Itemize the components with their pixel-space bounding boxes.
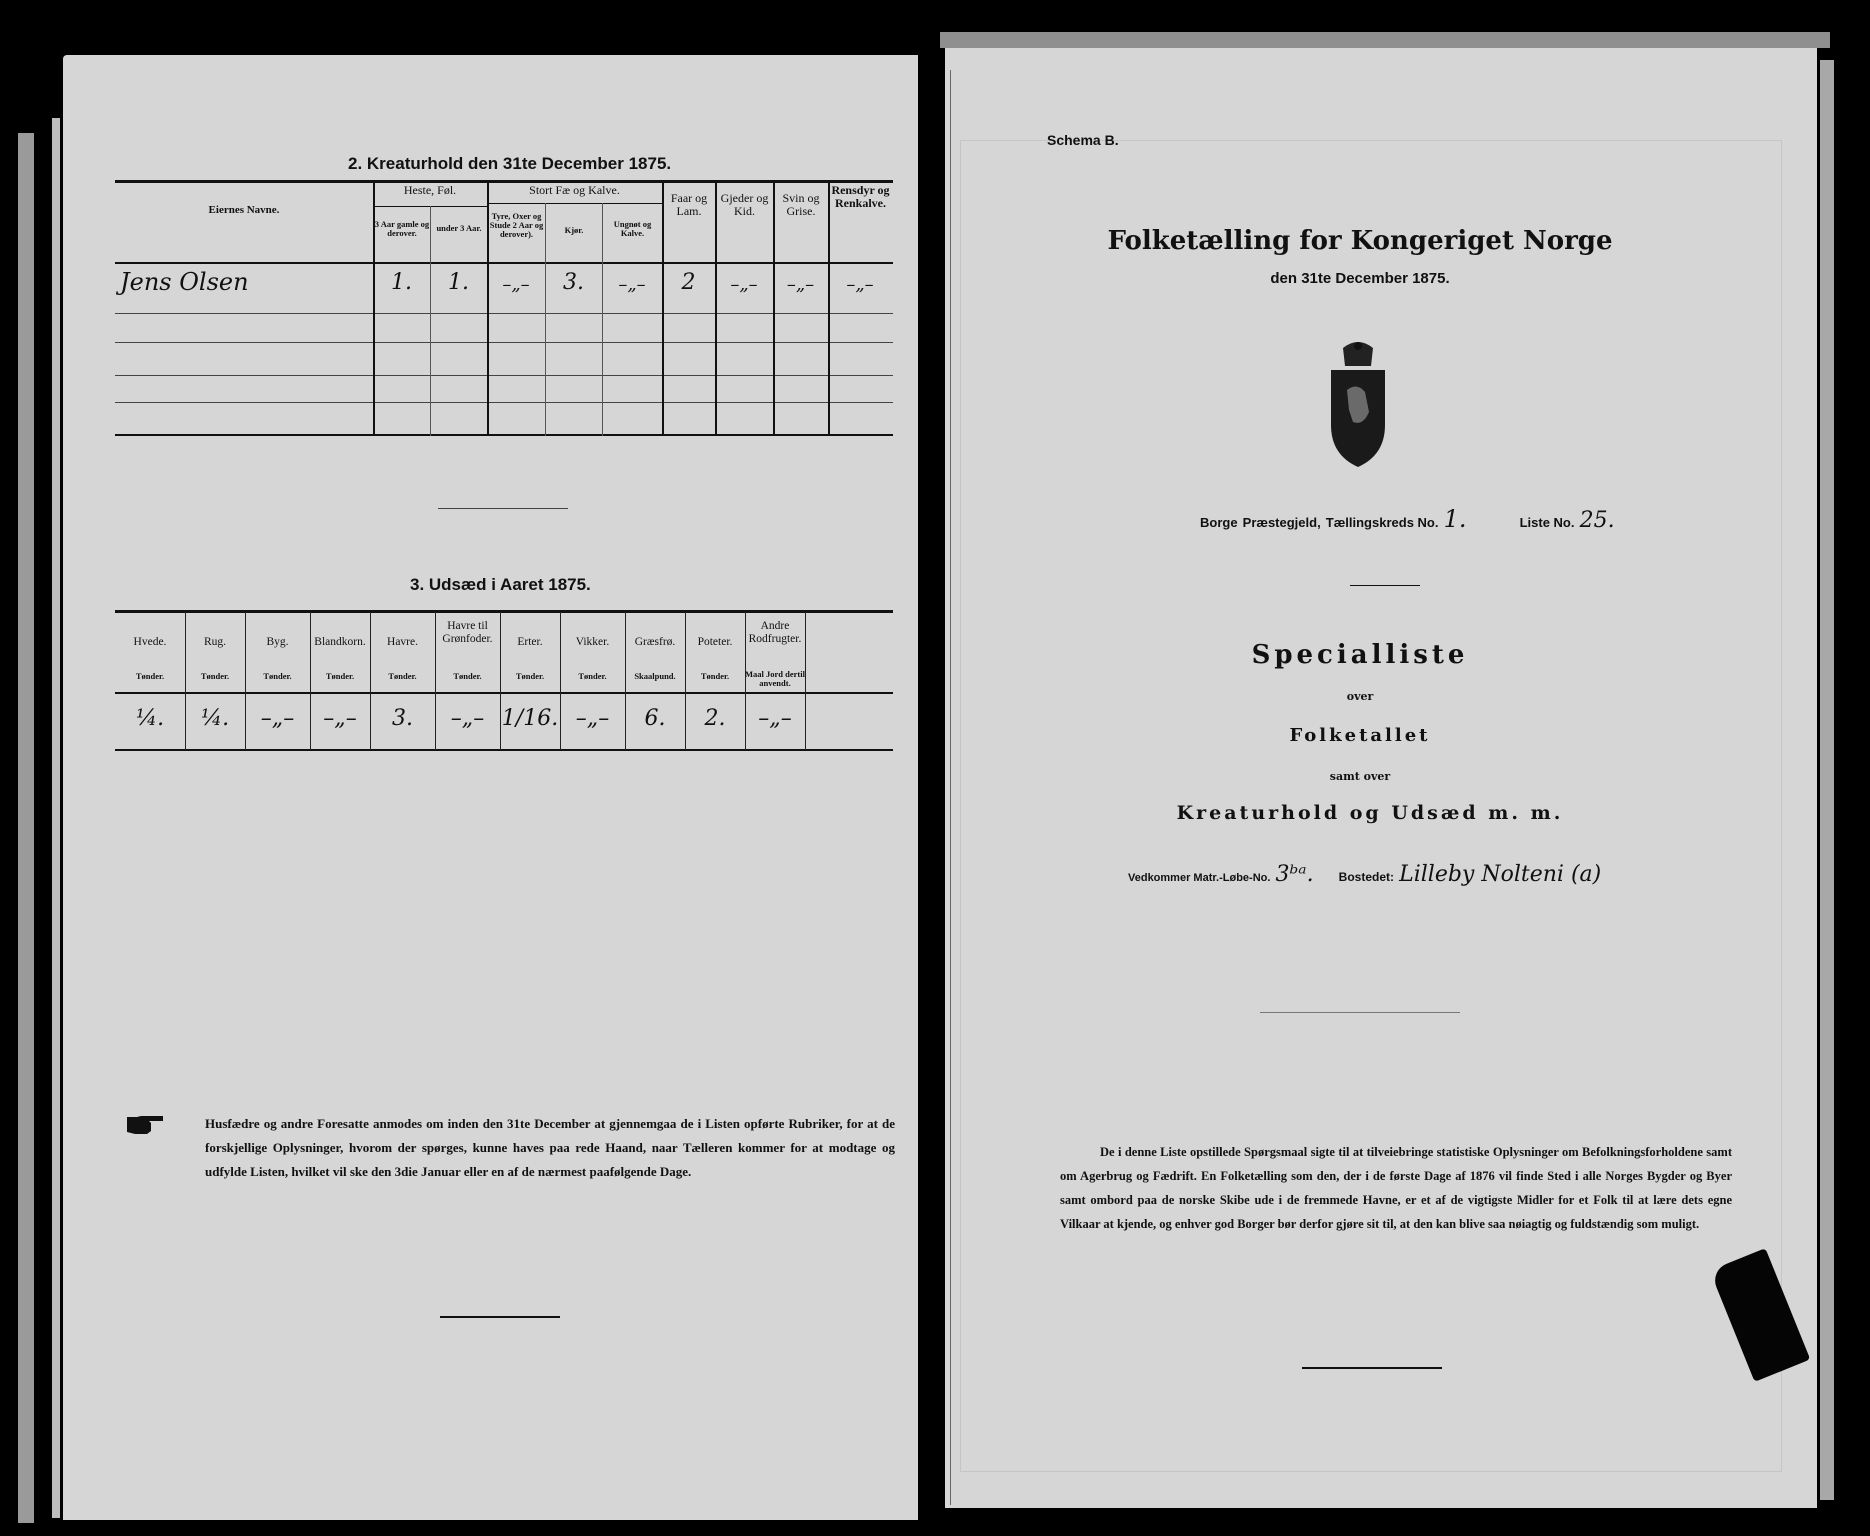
schema-label: Schema B. [1047,132,1119,148]
location-line [1200,505,1670,535]
table1-col-rule [545,203,546,436]
seed-value-cell: –„– [450,706,485,731]
seed-col-unit: Maal Jord dertil anvendt. [745,669,805,688]
seed-col-unit: Tønder. [135,671,165,681]
seed-value-cell: –„– [575,706,610,731]
seed-col-header: Byg. [266,636,289,648]
bulls-cell: –„– [502,274,530,295]
table2-bottom-rule [115,749,893,751]
col-owner-header: Eiernes Navne. [208,204,280,216]
seed-value-cell: 3. [392,706,413,731]
seed-value-cell: –„– [323,706,357,731]
seed-value-cell: ¼. [135,706,165,731]
parish-name: Borge [1200,515,1238,530]
col-bulls-header: Tyre, Oxer og Stude 2 Aar og derover). [489,211,544,239]
table1-row-rule [115,313,893,314]
table1-subheader-rule [487,203,662,204]
pointing-hand-icon [125,1114,165,1136]
seed-value-cell: 6. [644,706,666,731]
table2-header-rule [115,692,893,694]
horses-3plus-cell: 1. [391,270,412,295]
col-cattle-header: Stort Fæ og Kalve. [529,183,620,197]
table1-col-rule [662,180,664,436]
seed-col-unit: Tønder. [453,671,482,681]
seed-col-unit: Tønder. [200,671,230,681]
horses-under3-cell: 1. [448,270,469,295]
samt-over-label: samt over [1329,770,1391,783]
seed-value-cell: 2. [704,706,726,731]
seed-col-header: Blandkorn. [314,636,366,648]
table1-col-rule [715,180,717,436]
matr-label: Vedkommer Matr.-Løbe-No. [1128,872,1271,884]
folketallet-label: Folketallet [1289,725,1431,746]
norwegian-coat-of-arms-icon [1325,340,1391,470]
seed-col-header: Græsfrø. [634,636,676,648]
table1-header-rule [115,262,893,264]
dotted-divider [1260,1012,1460,1013]
table1-row-rule [115,402,893,403]
section-divider [438,508,568,509]
district-number: 1. [1443,505,1467,533]
end-rule [440,1316,560,1318]
seed-col-header: Poteter. [697,636,733,648]
list-number: 25. [1579,508,1615,533]
section3-title: 3. Udsæd i Aaret 1875. [410,575,591,594]
right-end-rule [1302,1367,1442,1369]
table1-row-rule [115,342,893,343]
col-horses-3plus-header: 3 Aar gamle og derover. [374,219,430,238]
seed-col-unit: Tønder. [700,671,730,681]
seed-value-cell: ¼. [200,706,230,731]
seed-col-header: Havre til Grønfoder. [442,620,493,645]
goats-cell: –„– [730,274,758,295]
table2-col-rule [805,612,806,750]
seed-value-cell: –„– [758,706,792,731]
district-label: Tællingskreds No. [1325,515,1439,530]
matr-number: 3ᵇᵃ. [1275,862,1314,887]
page-stack-edge-left-2 [52,118,60,1518]
col-sheep-header: Faar og Lam. [670,191,708,218]
col-reindeer-header: Rensdyr og Renkalve. [831,183,890,210]
bosted-value: Lilleby Nolteni (a) [1399,862,1602,887]
notice-text: Husfædre og andre Foresatte anmodes om inden den 31te December at gjennemgaa de i Listen opførte Rubriker, for at de forskjellige Oplysninger, hvorom der spørges, kunne haves paa rede Haand, naar Tælleren kommer for at modtage og udfylde Listen, hvilket vil ske den 3die Januar eller en af de nærmest paafølgende Dage. [205,1116,895,1179]
parish-suffix: Præstegjeld, [1242,515,1321,530]
seed-col-unit: Tønder. [578,671,607,681]
table1-row-rule [115,375,893,376]
seed-value-cell: 1/16. [501,706,559,731]
seed-col-unit: Tønder. [325,671,355,681]
table1-col-rule [773,180,775,436]
right-divider [1350,585,1420,586]
seed-col-header: Hvede. [133,636,167,648]
owner-name-cell: Jens Olsen [120,268,249,296]
table2-top-rule [115,610,893,613]
page-fold-line [950,70,951,1505]
col-young-calves-header: Ungnøt og Kalve. [613,219,652,238]
page-stack-edge-top [940,32,1830,48]
section2-title: 2. Kreaturhold den 31te December 1875. [348,154,672,173]
table1-col-rule [828,180,830,436]
over-label: over [1346,690,1374,703]
col-horses-under3-header: under 3 Aar. [436,223,482,233]
pigs-cell: –„– [786,274,815,295]
seed-col-unit: Tønder. [263,671,292,681]
seed-col-header: Vikker. [575,636,610,648]
bosted-label: Bostedet: [1338,870,1395,884]
census-title: Folketælling for Kongeriget Norge [1107,226,1613,256]
page-stack-edge-left [18,133,34,1523]
young-calves-cell: –„– [618,274,646,295]
subheading: Kreaturhold og Udsæd m. m. [1176,802,1564,824]
seed-value-cell: –„– [260,706,295,731]
seed-col-unit: Tønder. [388,671,417,681]
specialliste-heading: Specialliste [1251,640,1469,670]
census-date: den 31te December 1875. [1270,270,1450,287]
footer-text: De i denne Liste opstillede Spørgsmaal sigte til at tilveiebringe statistiske Oplysninger om Befolkningsforholdene samt om Agerbrug og Fædrift. En Folketælling som den, der i de første Dage af 1876 vil finde Sted i alle Norges Bygder og Byer samt ombord paa de norske Skibe ude i de fremmede Havne, er et af de vigtigste Midler for et Folk til at lære dets egne Vilkaar at kjende, og enhver god Borger bør derfor gjøre sit til, at den kan blive saa nøiagtig og fuldstændig som muligt. [1060,1145,1732,1231]
property-line [1128,862,1788,887]
seed-col-unit: Skaalpund. [634,671,676,681]
table1-col-rule [430,206,431,436]
seed-col-header: Erter. [517,636,543,648]
sheep-cell: 2 [681,270,696,295]
table1-top-rule [115,180,893,183]
cows-cell: 3. [563,270,584,295]
seed-col-header: Andre Rodfrugter. [748,620,802,645]
list-label: Liste No. [1519,515,1575,530]
seed-col-unit: Tønder. [515,671,545,681]
col-horses-header: Heste, Føl. [403,183,457,197]
reindeer-cell: –„– [846,274,874,295]
col-cows-header: Kjør. [564,225,584,235]
col-pigs-header: Svin og Grise. [782,191,820,218]
seed-col-header: Havre. [387,636,418,648]
table1-bottom-rule [115,434,893,436]
seed-col-header: Rug. [203,636,227,648]
col-goats-header: Gjeder og Kid. [720,191,769,218]
page-stack-edge-right [1820,60,1834,1500]
